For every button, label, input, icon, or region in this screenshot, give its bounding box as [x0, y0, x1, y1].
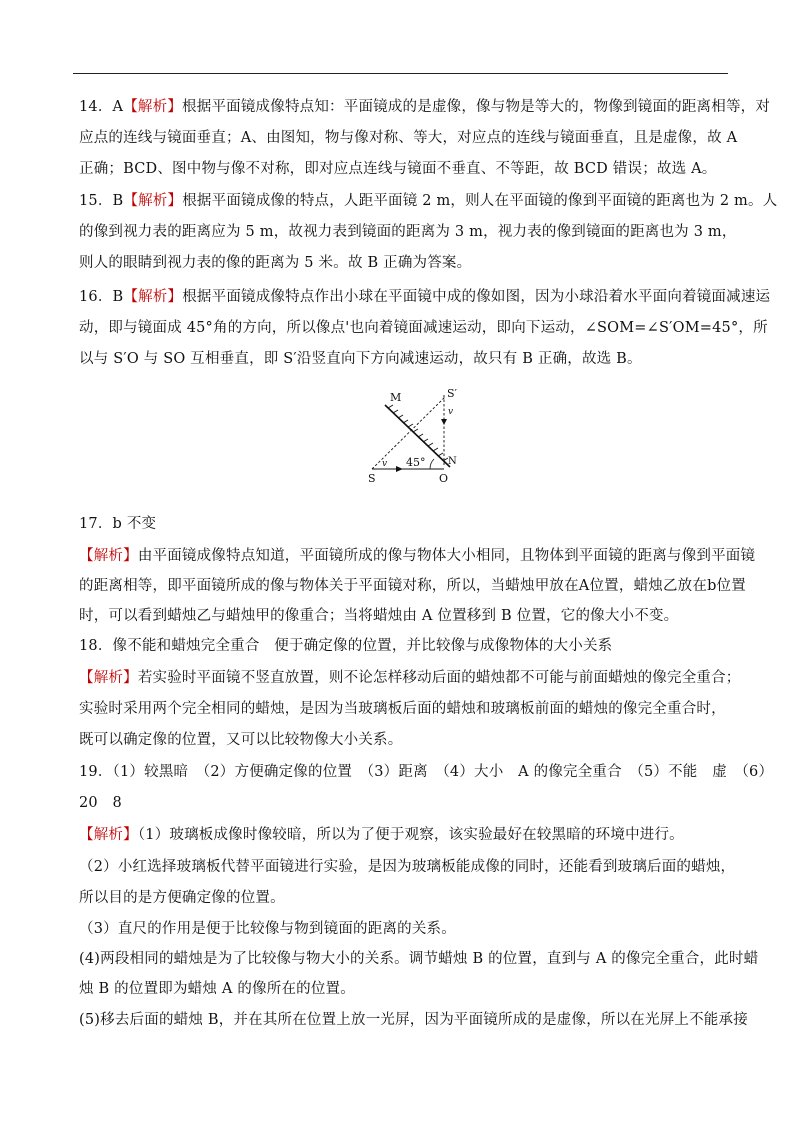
q19-analysis-p2-line-2: 所以目的是方便确定像的位置。	[79, 890, 285, 906]
q19-analysis-p2-line-1: （2）小红选择玻璃板代替平面镜进行实验，是因为玻璃板能成像的同时，还能看到玻璃后面的蜡烛，	[79, 859, 736, 875]
label-angle: 45°	[406, 456, 426, 469]
label-v-top: v	[448, 407, 454, 417]
label-O: O	[439, 472, 449, 485]
label-S-prime: S′	[447, 387, 458, 400]
q18-answer: 18．像不能和蜡烛完全重合 便于确定像的位置，并比较像与成像物体的大小关系	[79, 638, 613, 654]
label-S: S	[368, 472, 376, 485]
q16-line-2: 动，即与镜面成 45°角的方向，所以像点'也向着镜面减速运动，即向下运动，∠SOM=∠S′OM=45°，所	[79, 320, 768, 336]
q19-analysis-p5-line-1: (5)移去后面的蜡烛 B，并在其所在位置上放一光屏，因为平面镜所成的是虚像，所以在光屏上不能承接	[79, 1012, 748, 1028]
q17-line-3: 时，可以看到蜡烛乙与蜡烛甲的像重合；当将蜡烛由 A 位置移到 B 位置，它的像大小不变。	[79, 608, 679, 624]
image-velocity-arrow	[441, 419, 447, 425]
q19-analysis-p1: 【解析】（1）玻璃板成像时像较暗，所以为了便于观察，该实验最好在较黑暗的环境中进行。	[79, 827, 684, 843]
q14-line-1: 14．A【解析】根据平面镜成像特点知：平面镜成的是虚像，像与物是等大的，物像到镜面的距离相等，对	[79, 99, 771, 115]
q14-line-2: 应点的连线与镜面垂直；A、由图知，物与像对称、等大，对应点的连线与镜面垂直，且是虚像，故 A	[79, 130, 738, 146]
q16-line-1: 16．B【解析】根据平面镜成像特点作出小球在平面镜中成的像如图，因为小球沿着水平面向着镜面减速运	[79, 289, 771, 305]
mirror-reflection-diagram	[360, 387, 470, 487]
q19-analysis-p4-line-1: (4)两段相同的蜡烛是为了比较像与物大小的关系。调节蜡烛 B 的位置，直到与 A 的像完全重合，此时蜡	[79, 951, 759, 967]
angle-arc	[430, 459, 434, 469]
analysis-tag: 【解析】	[79, 827, 138, 843]
q19-analysis-p4-line-2: 烛 B 的位置即为蜡烛 A 的像所在的位置。	[79, 981, 355, 997]
q17-line-1: 【解析】由平面镜成像特点知道，平面镜所成的像与物体大小相同，且物体到平面镜的距离与像到平面镜	[79, 548, 756, 564]
q17-line-2: 的距离相等，即平面镜所成的像与物体关于平面镜对称，所以，当蜡烛甲放在A位置，蜡烛乙放在b位置	[79, 578, 746, 594]
q15-line-1: 15．B【解析】根据平面镜成像的特点，人距平面镜 2 m，则人在平面镜的像到平面镜的距离也为 2 m。人	[79, 193, 778, 209]
label-v-bottom: v	[382, 459, 388, 469]
q15-line-3: 则人的眼睛到视力表的像的距离为 5 米。故 B 正确为答案。	[79, 255, 472, 271]
q18-line-1: 【解析】若实验时平面镜不竖直放置，则不论怎样移动后面的蜡烛都不可能与前面蜡烛的像完全重合；	[79, 670, 741, 686]
mirror-hatching	[388, 405, 448, 461]
q16-line-3: 以与 S′O 与 SO 互相垂直，即 S′沿竖直向下方向减速运动，故只有 B 正确，故选 B。	[79, 351, 642, 367]
q19-analysis-p3: （3）直尺的作用是便于比较像与物到镜面的距离的关系。	[79, 921, 456, 937]
q18-line-2: 实验时采用两个完全相同的蜡烛，是因为当玻璃板后面的蜡烛和玻璃板前面的蜡烛的像完全重合时，	[79, 701, 726, 717]
label-M: M	[390, 391, 402, 404]
analysis-tag: 【解析】	[79, 548, 138, 564]
analysis-tag: 【解析】	[79, 670, 138, 686]
q18-line-3: 既可以确定像的位置，又可以比较物像大小关系。	[79, 732, 403, 748]
header-rule	[73, 73, 728, 74]
q19-answer-line-1: 19．（1）较黑暗 （2）方便确定像的位置 （3）距离 （4）大小 A 的像完全重合 （5）不能 虚 （6）	[79, 764, 774, 780]
analysis-tag: 【解析】	[123, 289, 183, 305]
q19-answer-line-2: 20 8	[79, 795, 122, 811]
object-velocity-arrow	[396, 466, 403, 472]
label-N: N	[448, 456, 457, 467]
q15-line-2: 的像到视力表的距离应为 5 m，故视力表到镜面的距离为 3 m，视力表的像到镜面的距离也为 3 m，	[79, 224, 737, 240]
q17-answer: 17．b 不变	[79, 516, 157, 532]
analysis-tag: 【解析】	[123, 193, 183, 209]
q14-line-3: 正确；BCD、图中物与像不对称，即对应点连线与镜面不垂直、不等距，故 BCD 错误；故选 A。	[79, 161, 717, 177]
analysis-tag: 【解析】	[123, 99, 183, 115]
